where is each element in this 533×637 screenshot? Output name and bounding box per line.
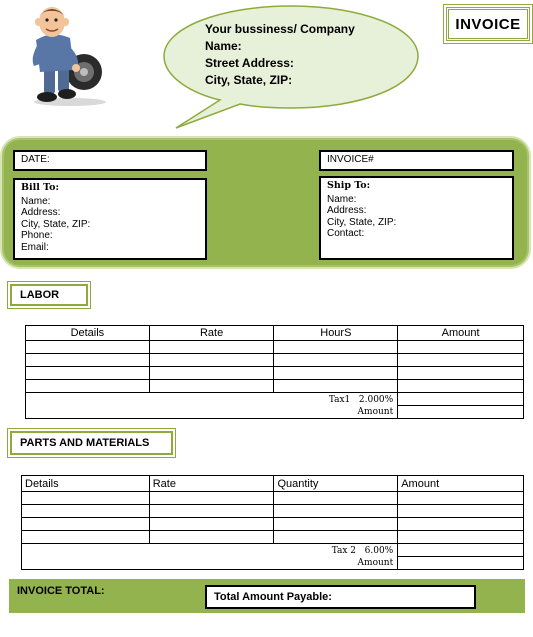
ship-to-contact: Contact: <box>327 228 365 239</box>
tax-rate: 2.000% <box>358 394 394 405</box>
bill-to-address: Address: <box>21 207 61 218</box>
amount-value-cell[interactable] <box>398 557 524 570</box>
table-cell[interactable] <box>398 518 524 531</box>
parts-section-label: PARTS AND MATERIALS <box>10 431 173 455</box>
table-header-row <box>22 476 524 492</box>
column-header-quantity: Quantity <box>274 476 398 492</box>
ship-to-name: Name: <box>327 193 357 205</box>
table-header-row <box>26 326 524 341</box>
company-info <box>205 21 415 89</box>
table-row <box>26 367 524 380</box>
table-cell[interactable] <box>398 380 524 393</box>
table-cell[interactable] <box>22 518 150 531</box>
city-state-zip-label: City, State, ZIP: <box>205 73 293 87</box>
table-row <box>26 341 524 354</box>
table-cell[interactable] <box>149 492 274 505</box>
table-cell[interactable] <box>274 367 398 380</box>
amount-label: Amount <box>357 557 394 568</box>
bill-to-email: Email: <box>21 241 49 253</box>
bill-to-box[interactable] <box>13 178 207 260</box>
tax-summary <box>22 544 398 570</box>
column-header-details: Details <box>26 326 150 341</box>
table-cell[interactable] <box>149 367 274 380</box>
parts-table <box>21 475 524 570</box>
company-line: Your bussiness/ Company <box>205 22 355 36</box>
amount-label: Amount <box>357 406 394 417</box>
ship-to-city: City, State, ZIP: <box>327 216 397 228</box>
column-header-rate: Rate <box>149 476 274 492</box>
table-cell[interactable] <box>22 531 150 544</box>
table-cell[interactable] <box>398 367 524 380</box>
table-cell[interactable] <box>274 531 398 544</box>
table-cell[interactable] <box>274 518 398 531</box>
column-header-details: Details <box>22 476 150 492</box>
table-cell[interactable] <box>149 518 274 531</box>
table-row <box>22 492 524 505</box>
tax-label: Tax1 <box>328 394 351 405</box>
ship-to-heading: Ship To: <box>327 180 371 191</box>
mechanic-with-tire-icon <box>22 2 112 107</box>
labor-table <box>25 325 524 419</box>
table-cell[interactable] <box>22 505 150 518</box>
ship-to-box[interactable] <box>319 176 514 260</box>
invoice-number-field[interactable]: INVOICE# <box>319 150 514 171</box>
bill-to-city: City, State, ZIP: <box>21 218 91 230</box>
total-payable-field[interactable]: Total Amount Payable: <box>205 585 476 609</box>
table-cell[interactable] <box>398 492 524 505</box>
table-cell[interactable] <box>398 354 524 367</box>
table-cell[interactable] <box>398 505 524 518</box>
date-field[interactable]: DATE: <box>13 150 207 171</box>
table-cell[interactable] <box>274 341 398 354</box>
amount-value-cell[interactable] <box>398 406 524 419</box>
tax-row <box>26 393 524 406</box>
tax-value-cell[interactable] <box>398 393 524 406</box>
table-cell[interactable] <box>26 341 150 354</box>
ship-to-address: Address: <box>327 205 367 216</box>
column-header-amount: Amount <box>398 326 524 341</box>
tax-summary <box>26 393 398 419</box>
column-header-rate: Rate <box>149 326 274 341</box>
column-header-amount: Amount <box>398 476 524 492</box>
invoice-title: INVOICE <box>446 7 530 41</box>
table-row <box>22 505 524 518</box>
company-name-label: Name: <box>205 39 242 53</box>
table-cell[interactable] <box>26 367 150 380</box>
table-cell[interactable] <box>274 354 398 367</box>
tax-rate: 6.00% <box>364 545 394 556</box>
tax-row <box>22 544 524 557</box>
table-row <box>22 531 524 544</box>
invoice-total-label: INVOICE TOTAL: <box>17 585 105 597</box>
table-cell[interactable] <box>149 380 274 393</box>
table-cell[interactable] <box>26 380 150 393</box>
tax-value-cell[interactable] <box>398 544 524 557</box>
table-cell[interactable] <box>22 492 150 505</box>
street-address-label: Street Address: <box>205 56 294 70</box>
bill-to-name: Name: <box>21 195 51 207</box>
table-cell[interactable] <box>149 354 274 367</box>
table-cell[interactable] <box>274 492 398 505</box>
table-row <box>26 380 524 393</box>
bill-to-phone: Phone: <box>21 230 53 241</box>
bill-to-heading: Bill To: <box>21 182 59 193</box>
table-cell[interactable] <box>149 531 274 544</box>
table-row <box>26 354 524 367</box>
labor-section-label: LABOR <box>10 284 88 306</box>
column-header-hours: HourS <box>274 326 398 341</box>
table-cell[interactable] <box>149 505 274 518</box>
table-cell[interactable] <box>149 341 274 354</box>
table-cell[interactable] <box>26 354 150 367</box>
table-row <box>22 518 524 531</box>
table-cell[interactable] <box>274 380 398 393</box>
table-cell[interactable] <box>398 341 524 354</box>
table-cell[interactable] <box>398 531 524 544</box>
tax-label: Tax 2 <box>331 545 357 556</box>
table-cell[interactable] <box>274 505 398 518</box>
